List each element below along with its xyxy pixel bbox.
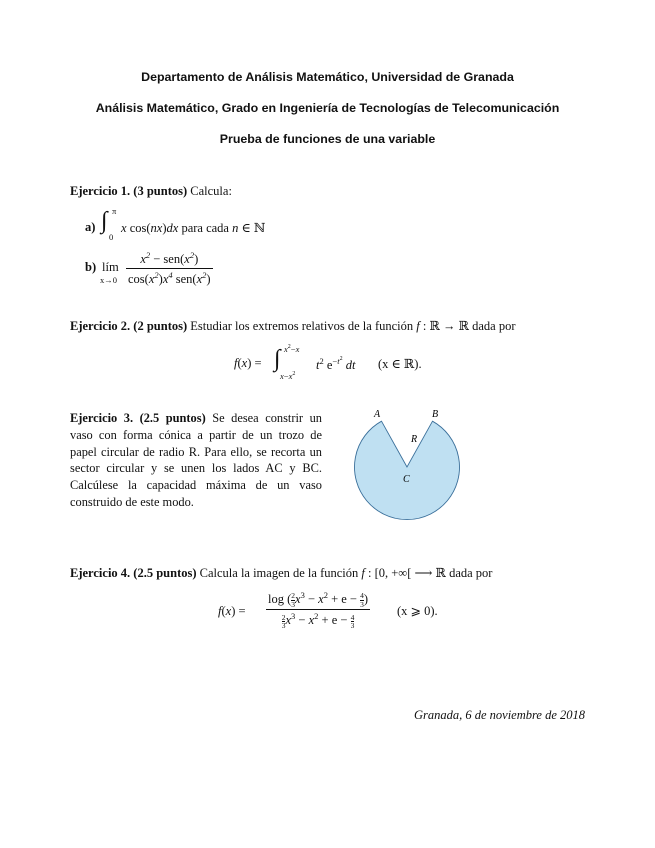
exercise-2-text-end: dada por — [472, 319, 516, 333]
exercise-1-heading — [70, 184, 232, 200]
header-line-1: Departamento de Análisis Matemático, Universidad de Granada — [141, 70, 514, 84]
header-line-3: Prueba de funciones de una variable — [219, 132, 436, 146]
exercise-2-points: (2 puntos) — [133, 319, 188, 333]
exercise-1a-label: a) — [85, 220, 96, 234]
point-a-label: A — [374, 409, 381, 420]
exercise-1a-formula: ∫ π 0 x cos(nx)dx para cada n ∈ ℕ — [101, 206, 266, 242]
exercise-4-domain: (x ⩾ 0). — [397, 604, 438, 618]
exercise-1b-lim-sub: x→0 — [100, 275, 117, 285]
exercise-1b-formula: lím x→0 $x^2 - sen(x^2)$ $\cos(x^2)x^4$ $sen(x^2)$ — [100, 250, 211, 287]
exercise-1b-label: b) — [85, 260, 97, 274]
exercise-2-text: Estudiar los extremos relativos de la función — [190, 319, 414, 333]
exercise-1a-text: para cada — [181, 221, 229, 235]
circle-sector-figure — [340, 400, 480, 530]
point-b-label: B — [432, 409, 439, 420]
point-c-label: C — [403, 474, 410, 485]
paper-disc-with-cut-sector — [355, 421, 460, 519]
exercise-1-text: Calcula: — [190, 184, 232, 198]
exercise-1b-lim: lím — [102, 260, 119, 274]
exercise-2-domain: (x ∈ ℝ). — [378, 357, 422, 371]
footer-date: Granada, 6 de noviembre de 2018 — [413, 708, 585, 722]
exercise-3-paragraph — [70, 410, 322, 511]
exercise-2-formula: f(x) = ∫ $x^2-x$ $x-x^2$ $t^2$ $e^{-t^2}$ dt — [234, 344, 356, 381]
exercise-1-title: Ejercicio 1. — [70, 184, 131, 198]
exercise-3-text: Se desea constrir un vaso con forma cónica a partir de un trozo de papel circular de radio R. Para ello, se recorta un sector circular y se unen los lados AC y BC. Calcúlese la capacidad máxima de un vaso construido de este modo. — [70, 411, 322, 509]
exercise-4-text-end: dada por — [449, 566, 493, 580]
exercise-4-title: Ejercicio 4. — [70, 566, 131, 580]
header-line-2: Análisis Matemático, Grado en Ingeniería de Tecnologías de Telecomunicación — [95, 101, 560, 115]
exercise-4-heading: Ejercicio 4. (2.5 puntos) Calcula la imagen de la función f : [0, +∞[ ⟶ ℝ dada por — [70, 566, 493, 580]
exercise-3-points: (2.5 puntos) — [139, 411, 206, 425]
exercise-2-heading: Ejercicio 2. (2 puntos) Estudiar los extremos relativos de la función f : ℝ → ℝ dada por — [70, 319, 516, 333]
exercise-1-points: (3 puntos) — [133, 184, 188, 198]
exercise-4-text: Calcula la imagen de la función — [199, 566, 359, 580]
exercise-2-title: Ejercicio 2. — [70, 319, 131, 333]
exercise-4-formula: f(x) = log ( $\frac{2}{3}$ $x^3 - x^2 + e$ − $\frac{4}{3}$ ) $\frac{2}{3}$ $x^3 - x^2 + e$ − $\frac{4}{3}$ — [218, 590, 369, 631]
exercise-4-points: (2.5 puntos) — [133, 566, 197, 580]
exercise-3-title: Ejercicio 3. — [70, 411, 134, 425]
radius-label: R — [411, 434, 418, 445]
